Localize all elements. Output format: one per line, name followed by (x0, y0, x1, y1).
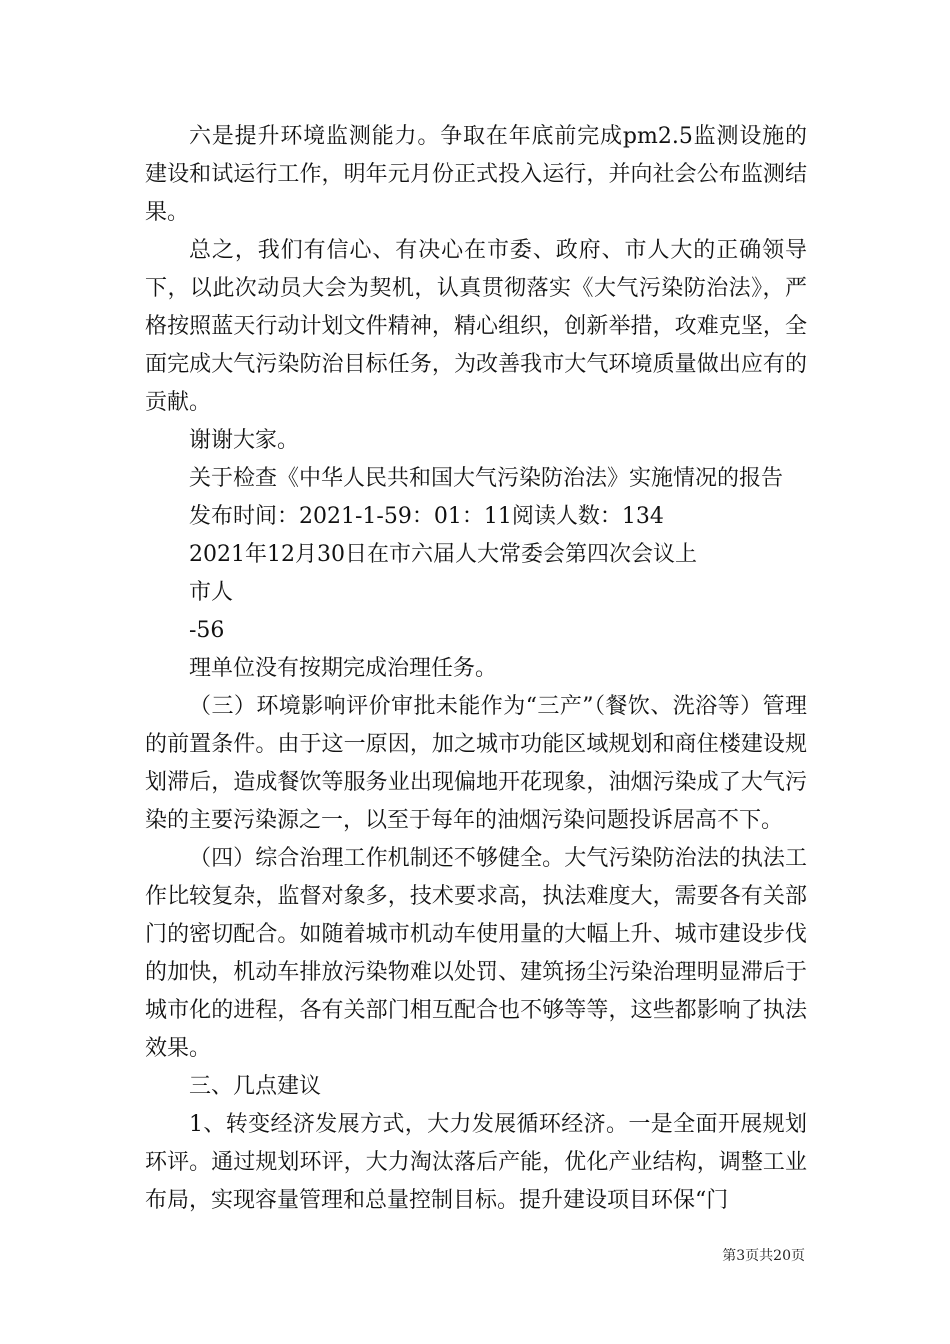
paragraph-unfinished-task: 理单位没有按期完成治理任务。 (189, 656, 498, 681)
paragraph-conclusion: 总之，我们有信心、有决心在市委、政府、市人大的正确领导下，以此次动员大会为契机，认真贯彻落实《大气污染防治法》，严格按照蓝天行动计划文件精神，精心组织，创新举措，攻难克坚，全面完成大气污染防治目标任务，为改善我市大气环境质量做出应有的贡献。 (145, 238, 807, 415)
paragraph-section-four: （四）综合治理工作机制还不够健全。大气污染防治法的执法工作比较复杂，监督对象多，技术要求高，执法难度大，需要各有关部门的密切配合。如随着城市机动车使用量的大幅上升、城市建设步伐的加快，机动车排放污染物难以处罚、建筑扬尘污染治理明显滞后于城市化的进程，各有关部门相互配合也不够等等，这些都影响了执法效果。 (145, 846, 807, 1061)
fragment-city: 市人 (189, 580, 234, 605)
report-title: 关于检查《中华人民共和国大气污染防治法》实施情况的报告 (189, 466, 784, 491)
meeting-date: 2021年12月30日在市六届人大常委会第四次会议上 (189, 542, 697, 567)
fragment-number: -56 (189, 618, 225, 643)
document-body (145, 118, 807, 1220)
publish-info: 发布时间：2021-1-59：01：11阅读人数：134 (189, 504, 664, 529)
section-heading-suggestions: 三、几点建议 (189, 1074, 322, 1099)
page-number: 第3页共20页 (722, 1248, 805, 1264)
paragraph-thanks: 谢谢大家。 (189, 428, 300, 453)
paragraph-suggestion-one: 1、转变经济发展方式，大力发展循环经济。一是全面开展规划环评。通过规划环评，大力淘汰落后产能，优化产业结构，调整工业布局，实现容量管理和总量控制目标。提升建设项目环保“门 (145, 1112, 807, 1213)
paragraph-monitoring-capacity: 六是提升环境监测能力。争取在年底前完成pm2.5监测设施的建设和试运行工作，明年元月份正式投入运行，并向社会公布监测结果。 (145, 124, 807, 225)
paragraph-section-three: （三）环境影响评价审批未能作为“三产”（餐饮、洗浴等）管理的前置条件。由于这一原因，加之城市功能区域规划和商住楼建设规划滞后，造成餐饮等服务业出现偏地开花现象，油烟污染成了大气污染的主要污染源之一，以至于每年的油烟污染问题投诉居高不下。 (145, 694, 807, 833)
